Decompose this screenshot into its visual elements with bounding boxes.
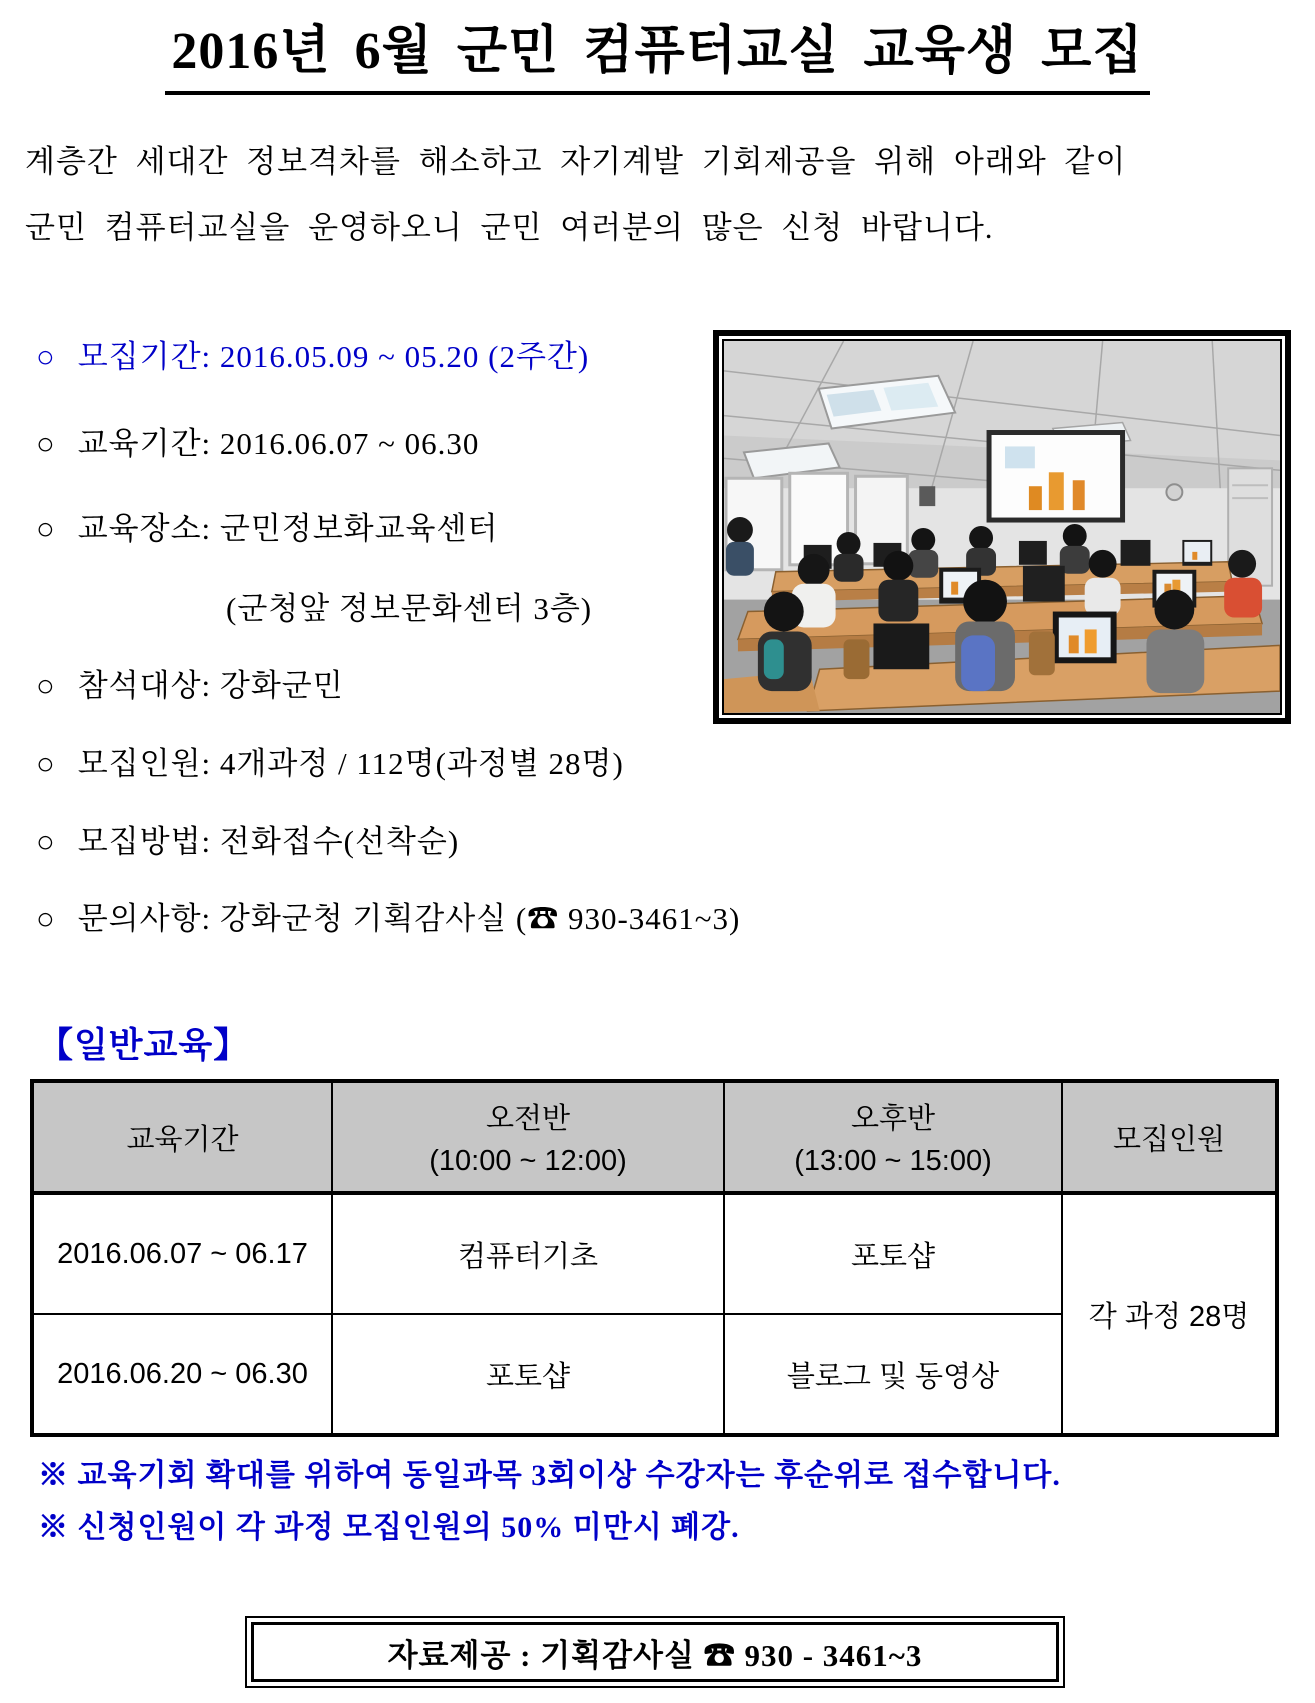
circle-bullet-icon: ○	[36, 339, 56, 374]
wall-speaker-icon	[919, 486, 935, 506]
cell-morning-2: 포토샵	[332, 1314, 724, 1435]
bullet-text: 교육장소: 군민정보화교육센터	[77, 511, 499, 546]
chair-icon	[1029, 631, 1055, 675]
table-header-row	[32, 1081, 1277, 1193]
bullet-method	[36, 816, 459, 861]
circle-bullet-icon: ○	[36, 901, 56, 936]
cell-morning-1: 컴퓨터기초	[332, 1193, 724, 1314]
bullet-recruit-period	[36, 331, 589, 376]
note-repeat-takers: ※ 교육기회 확대를 위하여 동일과목 3회이상 수강자는 후순위로 접수합니다.	[38, 1459, 1061, 1492]
bullet-capacity	[36, 738, 624, 783]
bullet-text: 참석대상: 강화군민	[77, 668, 344, 703]
classroom-photo	[713, 330, 1291, 724]
footer-box-inner	[251, 1622, 1059, 1682]
footer-source-text: 자료제공 : 기획감사실 ☎ 930 - 3461~3	[387, 1637, 923, 1673]
bullet-text: 문의사항: 강화군청 기획감사실 (☎ 930-3461~3)	[77, 901, 741, 936]
bullet-target	[36, 660, 344, 705]
col-header-afternoon	[724, 1081, 1062, 1193]
col-header-afternoon-title: 오후반	[850, 1103, 936, 1135]
cell-period-1: 2016.06.07 ~ 06.17	[32, 1193, 332, 1314]
col-header-afternoon-time: (13:00 ~ 15:00)	[794, 1145, 992, 1177]
classroom-scene	[724, 341, 1280, 713]
circle-bullet-icon: ○	[36, 511, 56, 546]
bullet-text: 모집방법: 전화접수(선착순)	[77, 824, 460, 859]
col-header-morning-time: (10:00 ~ 12:00)	[429, 1145, 627, 1177]
cell-afternoon-2: 블로그 및 동영상	[724, 1314, 1062, 1435]
bullet-text: 교육기간: 2016.06.07 ~ 06.30	[77, 426, 480, 461]
bullet-text: 모집인원: 4개과정 / 112명(과정별 28명)	[77, 746, 624, 781]
note-cancellation: ※ 신청인원이 각 과정 모집인원의 50% 미만시 폐강.	[38, 1511, 740, 1544]
footer-box	[245, 1616, 1065, 1688]
bullet-edu-place	[36, 503, 498, 548]
intro-line-2: 군민 컴퓨터교실을 운영하오니 군민 여러분의 많은 신청 바랍니다.	[25, 210, 994, 245]
intro-line-1: 계층간 세대간 정보격차를 해소하고 자기계발 기회제공을 위해 아래와 같이	[25, 144, 1127, 179]
bullet-contact	[36, 893, 740, 938]
circle-bullet-icon: ○	[36, 824, 56, 859]
col-header-morning-title: 오전반	[485, 1103, 571, 1135]
page-title: 2016년 6월 군민 컴퓨터교실 교육생 모집	[165, 8, 1149, 95]
circle-bullet-icon: ○	[36, 668, 56, 703]
cell-afternoon-1: 포토샵	[724, 1193, 1062, 1314]
general-education-table	[30, 1079, 1279, 1437]
edu-place-detail: (군청앞 정보문화센터 3층)	[226, 591, 593, 626]
col-header-period: 교육기간	[32, 1081, 332, 1193]
table-row	[32, 1193, 1277, 1314]
col-header-capacity: 모집인원	[1062, 1081, 1277, 1193]
classroom-photo-inner	[722, 339, 1282, 715]
bullet-text: 모집기간: 2016.05.09 ~ 05.20 (2주간)	[77, 339, 590, 374]
bullet-edu-period	[36, 418, 479, 463]
title-wrap	[0, 8, 1315, 95]
cell-capacity-merged: 각 과정 28명	[1062, 1193, 1277, 1435]
cell-period-2: 2016.06.20 ~ 06.30	[32, 1314, 332, 1435]
col-header-morning	[332, 1081, 724, 1193]
wall-fan-icon	[1166, 484, 1182, 500]
circle-bullet-icon: ○	[36, 746, 56, 781]
projection-screen	[989, 433, 1123, 521]
section-label-general-education: 【일반교육】	[38, 1026, 250, 1065]
circle-bullet-icon: ○	[36, 426, 56, 461]
chair-icon	[844, 639, 870, 679]
